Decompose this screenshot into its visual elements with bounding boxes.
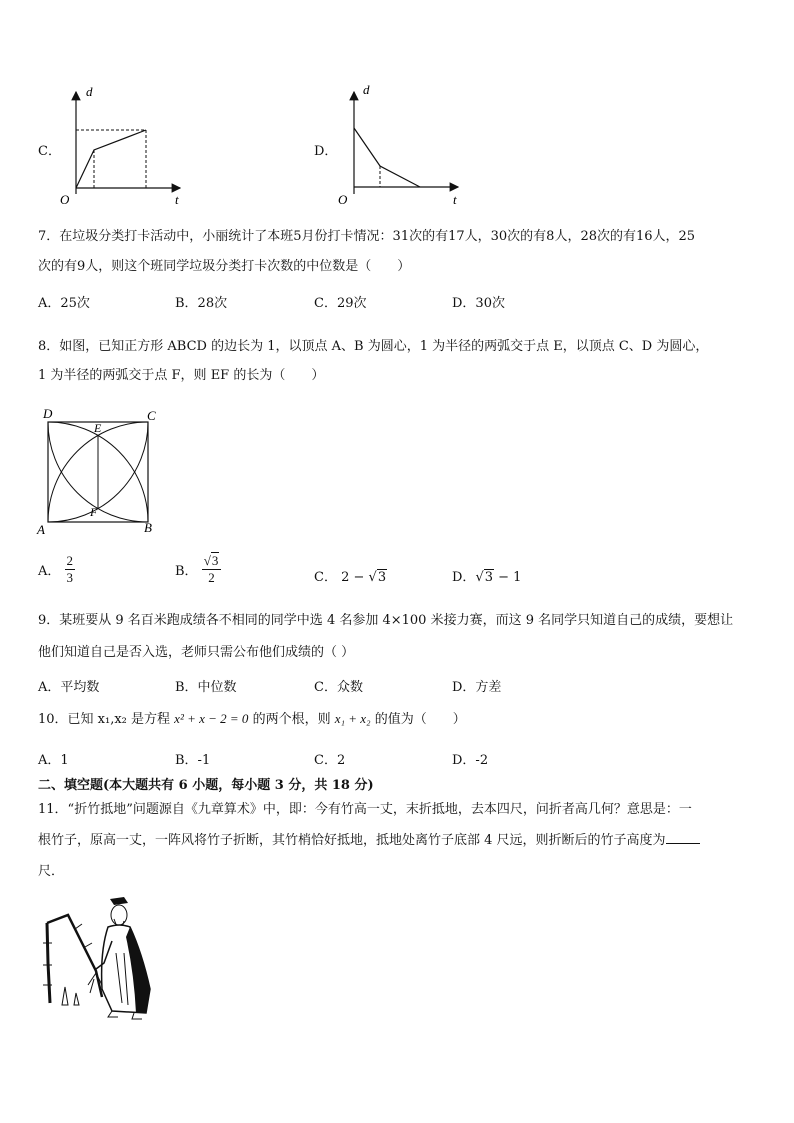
q8-option-b xyxy=(175,553,221,586)
q10-line xyxy=(38,705,466,734)
q8-option-a-fraction xyxy=(65,553,76,586)
q8-option-a xyxy=(38,553,75,586)
q8-option-c: C． 2 − √3 xyxy=(314,570,387,585)
q6d-origin-label: O xyxy=(338,192,348,207)
q11-bamboo-scholar-illustration xyxy=(38,893,168,1023)
q8-option-a-label: A． xyxy=(38,564,61,579)
q11-line3: 尺． xyxy=(38,864,65,879)
q8-option-b-fraction xyxy=(202,553,222,586)
q10-equation: x² + x − 2 = 0 xyxy=(174,711,249,726)
q10-prefix: 10．已知 x₁,x₂ 是方程 xyxy=(38,712,175,727)
q8-line1: 8．如图，已知正方形 ABCD 的边长为 1，以顶点 A、B 为圆心，1 为半径的两弧交于点 E，以顶点 C、D 为圆心， xyxy=(38,339,709,354)
q10-middle: 的两个根，则 xyxy=(248,712,335,727)
q8-line2: 1 为半径的两弧交于点 F，则 EF 的长为（ ） xyxy=(38,368,325,383)
q7-option-a: A．25次 xyxy=(38,296,90,311)
q7-line2: 次的有9人，则这个班同学垃圾分类打卡次数的中位数是（ ） xyxy=(38,259,411,274)
q7-option-d: D．30次 xyxy=(452,296,505,311)
q8-square-figure xyxy=(34,404,164,538)
q8-option-c-text: 2 − xyxy=(341,570,369,585)
q11-line1: 11．“折竹抵地”问题源自《九章算术》中，即：今有竹高一丈，末折抵地，去本四尺，问折者高几何？意思是：一 xyxy=(38,802,692,817)
q8-option-b-den: 2 xyxy=(208,570,215,585)
q11-line2 xyxy=(38,827,700,855)
q6c-t-label: t xyxy=(175,192,179,207)
q8-option-d-label: D． xyxy=(452,570,476,585)
q6-option-c-label: C． xyxy=(38,144,61,159)
q6-option-c-graph xyxy=(56,84,186,210)
q8-option-b-num: √3 xyxy=(202,553,222,570)
section-2-heading: 二、填空题(本大题共有 6 小题，每小题 3 分，共 18 分) xyxy=(38,778,374,793)
q8-label-f: F xyxy=(90,505,98,519)
q9-option-d: D．方差 xyxy=(452,680,502,695)
q8-option-d-radicand: 3 xyxy=(484,570,494,585)
q8-option-a-den: 3 xyxy=(66,570,74,585)
q6c-origin-label: O xyxy=(60,192,70,207)
q8-label-a: A xyxy=(37,522,45,537)
q9-option-b: B．中位数 xyxy=(175,680,237,695)
q10-option-d: D．-2 xyxy=(452,753,489,768)
q6-option-d-label: D． xyxy=(314,144,338,159)
q9-line1: 9．某班要从 9 名百米跑成绩各不相同的同学中选 4 名参加 4×100 米接力赛，而这 9 名同学只知道自己的成绩，要想让 xyxy=(38,613,734,628)
q8-option-d: D．√3 − 1 xyxy=(452,570,522,585)
q10-option-b: B．-1 xyxy=(175,753,211,768)
q8-option-b-radicand: 3 xyxy=(211,553,219,568)
q8-option-d-text: − 1 xyxy=(494,570,522,585)
q11-line2-text: 根竹子，原高一丈，一阵风将竹子折断，其竹梢恰好抵地，抵地处离竹子底部 4 尺远，则折断后的竹子高度为 xyxy=(38,833,666,848)
q10-option-c: C．2 xyxy=(314,753,346,768)
q8-option-c-radicand: 3 xyxy=(377,570,387,585)
q9-line2: 他们知道自己是否入选，老师只需公布他们成绩的（ ） xyxy=(38,645,355,660)
q10-expression: x₁ + x₂ xyxy=(334,711,371,726)
q8-label-e: E xyxy=(94,421,102,435)
q8-label-c: C xyxy=(147,408,156,423)
q9-option-c: C．众数 xyxy=(314,680,363,695)
q7-option-b: B．28次 xyxy=(175,296,228,311)
q9-option-a: A．平均数 xyxy=(38,680,100,695)
q7-line1: 7．在垃圾分类打卡活动中，小丽统计了本班5月份打卡情况：31次的有17人，30次的有8人，28次的有16人，25 xyxy=(38,229,696,244)
q10-suffix: 的值为（ ） xyxy=(370,712,466,727)
q7-option-c: C．29次 xyxy=(314,296,367,311)
q10-option-a: A．1 xyxy=(38,753,69,768)
q8-label-b: B xyxy=(144,520,152,535)
q6c-d-label: d xyxy=(86,84,93,99)
q8-option-b-label: B． xyxy=(175,564,198,579)
q8-label-d: D xyxy=(43,406,53,421)
q8-option-c-label: C． xyxy=(314,570,337,585)
q6-option-d-graph xyxy=(334,84,464,210)
q6d-d-label: d xyxy=(363,84,370,97)
q11-answer-blank xyxy=(666,829,700,844)
q8-option-a-num: 2 xyxy=(66,553,74,568)
q6d-t-label: t xyxy=(453,192,457,207)
